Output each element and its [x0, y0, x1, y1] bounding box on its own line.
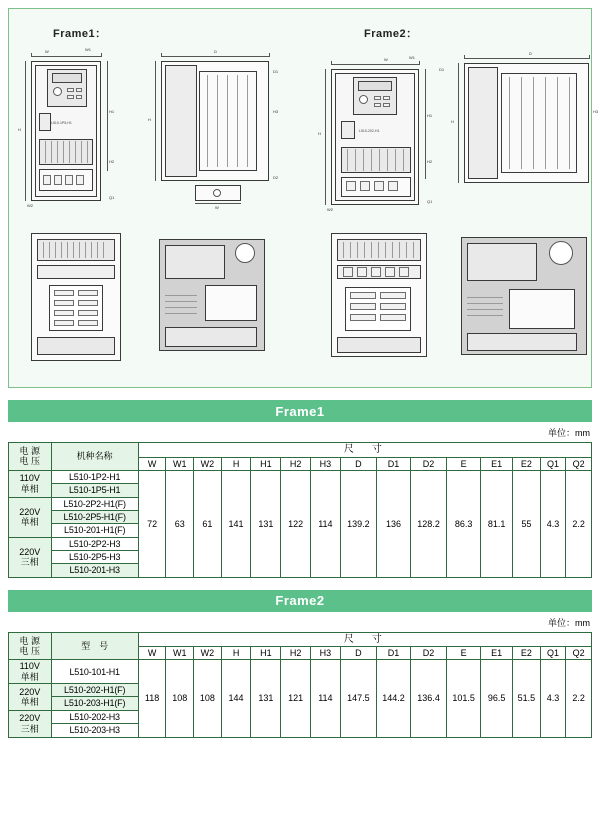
frame1-drawing-caption: Frame1：: [53, 28, 107, 40]
frame1-value-H2: 122: [281, 470, 311, 577]
frame2-col-H: H: [221, 647, 251, 660]
frame2-spec-table: [8, 632, 592, 738]
frame1-col-D1: D1: [376, 457, 410, 470]
frame2-col-D: D: [340, 647, 376, 660]
frame1-value-H1: 131: [251, 470, 281, 577]
frame1-value-Q1: 4.3: [540, 470, 566, 577]
frame1-model-6: L510-2P5-H3: [51, 550, 138, 563]
frame1-dimension-header: 尺 寸: [138, 443, 591, 458]
frame2-model-0: L510-101-H1: [51, 660, 138, 684]
frame2-col-E1: E1: [481, 647, 513, 660]
frame1-col-H: H: [221, 457, 251, 470]
frame2-model-header: 型 号: [51, 632, 138, 660]
frame2-col-W: W: [138, 647, 166, 660]
frame2-value-D: 147.5: [340, 660, 376, 737]
frame2-model-2: L510-203-H1(F): [51, 697, 138, 710]
frame1-value-W1: 63: [166, 470, 194, 577]
frame1-unit-label: 单位：mm: [548, 428, 590, 438]
frame2-value-H: 144: [221, 660, 251, 737]
frame2-col-H2: H2: [281, 647, 311, 660]
frame2-power-voltage-header: 电 源 电 压: [9, 632, 52, 660]
frame1-model-5: L510-2P2-H3: [51, 537, 138, 550]
frame1-value-E1: 81.1: [481, 470, 513, 577]
frame2-value-D1: 144.2: [376, 660, 410, 737]
frame2-dimension-header: 尺 寸: [138, 632, 591, 647]
frame1-value-W: 72: [138, 470, 166, 577]
frame2-value-H1: 131: [251, 660, 281, 737]
frame1-value-D1: 136: [376, 470, 410, 577]
frame1-col-W: W: [138, 457, 166, 470]
frame2-col-Q1: Q1: [540, 647, 566, 660]
frame2-col-Q2: Q2: [566, 647, 592, 660]
frame1-col-H2: H2: [281, 457, 311, 470]
frame1-power-voltage-header: 电 源 电 压: [9, 443, 52, 471]
table-row: [9, 470, 592, 483]
frame1-model-0: L510-1P2-H1: [51, 470, 138, 483]
frame1-model-2: L510-2P2-H1(F): [51, 497, 138, 510]
frame2-model-1: L510-202-H1(F): [51, 684, 138, 697]
frame2-drawing-caption: Frame2：: [364, 28, 418, 40]
frame1-col-W2: W2: [194, 457, 222, 470]
frame2-value-H2: 121: [281, 660, 311, 737]
frame1-value-H3: 114: [311, 470, 341, 577]
frame1-col-E2: E2: [513, 457, 541, 470]
frame2-col-W1: W1: [166, 647, 194, 660]
frame2-value-E2: 51.5: [513, 660, 541, 737]
table-row: [9, 443, 592, 458]
drawing-panel: Frame1： Frame2： W W1 L510-1P5-H1 H H1 H2 Q1 W2 D H H3 W D1 D2 W W1 L510-202-H1 H H1 H2 W2 Q1 D H D1 H3: [8, 8, 592, 388]
frame2-value-W1: 108: [166, 660, 194, 737]
frame1-voltage-110v: 110V 单相: [9, 470, 52, 497]
frame2-model-4: L510-203-H3: [51, 724, 138, 737]
frame2-voltage-220v-single: 220V 单相: [9, 684, 52, 711]
frame1-col-H1: H1: [251, 457, 281, 470]
frame2-col-D1: D1: [376, 647, 410, 660]
table-row: [9, 660, 592, 684]
frame2-col-D2: D2: [410, 647, 446, 660]
frame1-col-Q2: Q2: [566, 457, 592, 470]
frame2-value-Q1: 4.3: [540, 660, 566, 737]
frame2-col-E2: E2: [513, 647, 541, 660]
frame2-model-3: L510-202-H3: [51, 710, 138, 723]
frame2-col-H1: H1: [251, 647, 281, 660]
frame1-spec-table: [8, 442, 592, 578]
frame2-voltage-220v-three: 220V 三相: [9, 710, 52, 737]
frame1-voltage-220v-three: 220V 三相: [9, 537, 52, 577]
frame2-col-E: E: [447, 647, 481, 660]
frame2-value-E1: 96.5: [481, 660, 513, 737]
table-row: [9, 632, 592, 647]
frame1-col-E1: E1: [481, 457, 513, 470]
frame2-value-H3: 114: [311, 660, 341, 737]
frame2-value-W: 118: [138, 660, 166, 737]
frame1-value-W2: 61: [194, 470, 222, 577]
frame2-value-E: 101.5: [447, 660, 481, 737]
frame1-col-D: D: [340, 457, 376, 470]
frame1-col-H3: H3: [311, 457, 341, 470]
frame1-col-E: E: [447, 457, 481, 470]
frame1-model-4: L510-201-H1(F): [51, 524, 138, 537]
frame2-unit-label: 单位：mm: [548, 617, 590, 628]
frame2-voltage-110v: 110V 单相: [9, 660, 52, 684]
frame1-model-3: L510-2P5-H1(F): [51, 510, 138, 523]
frame2-value-W2: 108: [194, 660, 222, 737]
frame1-value-Q2: 2.2: [566, 470, 592, 577]
frame2-section-title: Frame2: [8, 590, 592, 612]
frame1-value-E: 86.3: [447, 470, 481, 577]
frame2-value-Q2: 2.2: [566, 660, 592, 737]
frame1-value-E2: 55: [513, 470, 541, 577]
frame1-value-D2: 128.2: [410, 470, 446, 577]
frame1-model-1: L510-1P5-H1: [51, 484, 138, 497]
frame2-col-H3: H3: [311, 647, 341, 660]
frame1-model-header: 机种名称: [51, 443, 138, 471]
frame1-model-7: L510-201-H3: [51, 564, 138, 577]
frame1-value-D: 139.2: [340, 470, 376, 577]
frame2-col-W2: W2: [194, 647, 222, 660]
frame1-value-H: 141: [221, 470, 251, 577]
frame1-col-D2: D2: [410, 457, 446, 470]
frame1-col-W1: W1: [166, 457, 194, 470]
frame1-col-Q1: Q1: [540, 457, 566, 470]
frame2-value-D2: 136.4: [410, 660, 446, 737]
frame1-voltage-220v-single: 220V 单相: [9, 497, 52, 537]
frame1-section-title: Frame1: [8, 400, 592, 422]
